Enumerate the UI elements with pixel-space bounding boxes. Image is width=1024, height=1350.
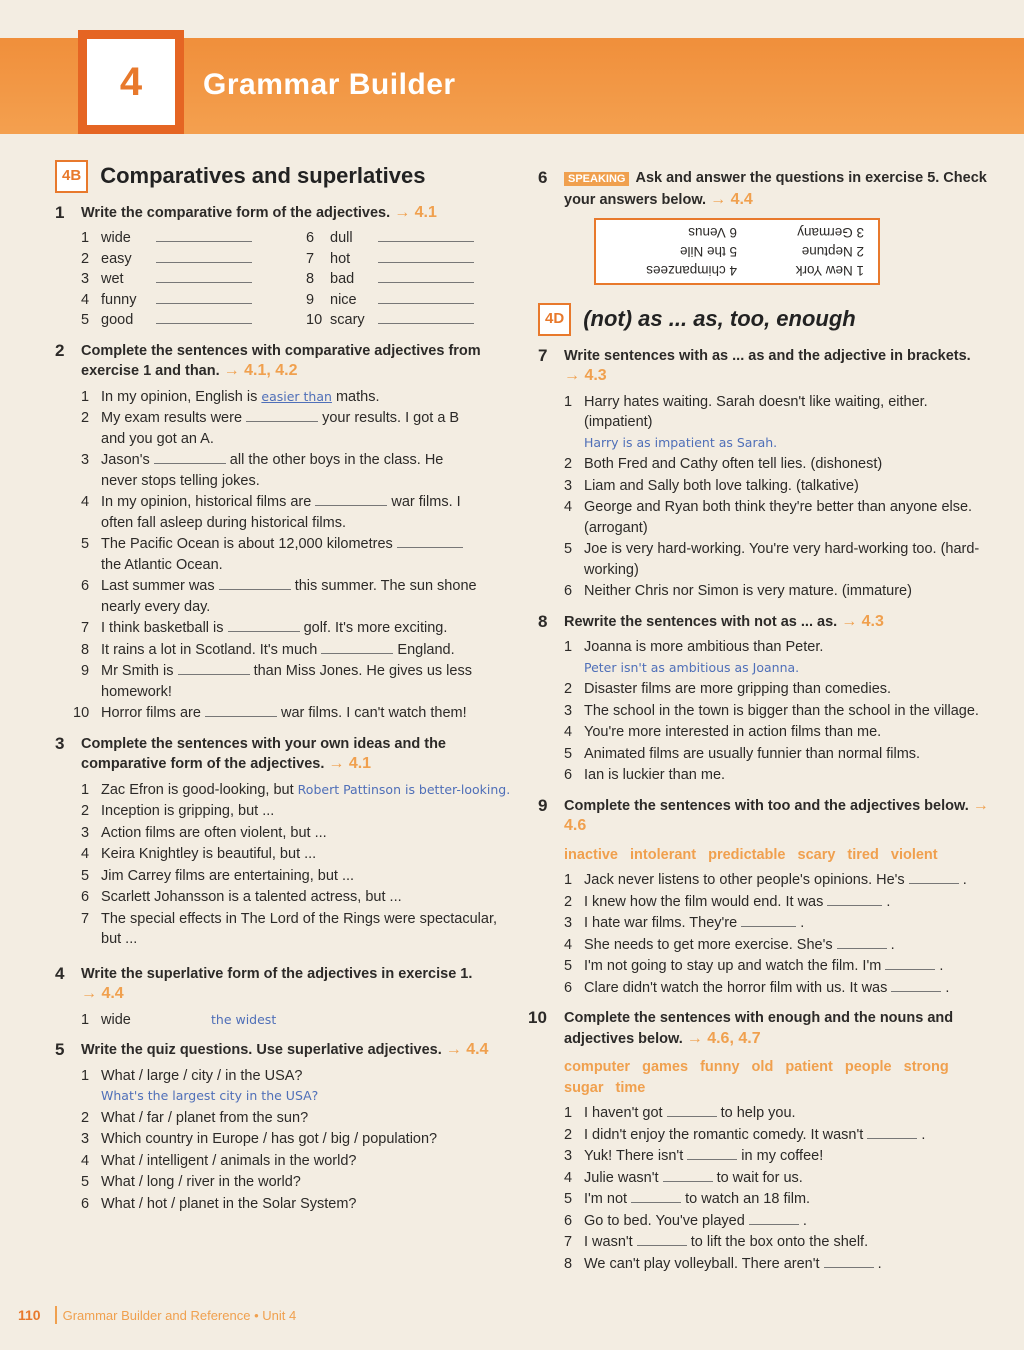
list-item: 1 I haven't got to help you.: [564, 1105, 796, 1121]
answer-blank[interactable]: [321, 640, 393, 654]
section-tag: 4D: [538, 303, 571, 336]
answer-blank[interactable]: [219, 576, 291, 590]
list-item: 5 Jim Carrey films are entertaining, but ...: [81, 867, 355, 884]
list-item: 9 nice: [306, 290, 531, 311]
example-answer: What's the largest city in the USA?: [101, 1088, 319, 1103]
list-item: 6 Ian is luckier than me.: [564, 767, 726, 783]
reference-link[interactable]: → 4.3: [564, 367, 607, 384]
list-item: 3 Action films are often violent, but ...: [81, 824, 327, 841]
section-4d-header: [538, 303, 993, 336]
list-item: 3 I hate war films. They're .: [564, 915, 805, 931]
list-item: 3 The school in the town is bigger than the school in the village.: [564, 702, 979, 719]
exercise-number: 2: [55, 340, 65, 360]
list-item: 4 What / intelligent / animals in the world?: [81, 1152, 357, 1169]
answer-blank[interactable]: [178, 661, 250, 675]
list-item: 1 What / large / city / in the USA? What's the largest city in the USA?: [81, 1067, 319, 1103]
list-item: 5 Joe is very hard-working. You're very hard-working too. (hard-working): [564, 541, 980, 578]
reference-link[interactable]: → 4.1: [328, 755, 372, 772]
answer-blank[interactable]: [891, 978, 941, 992]
list-item: 1 wide the widest: [81, 1010, 515, 1031]
list-item: 6 Go to bed. You've played .: [564, 1212, 807, 1229]
exercise-number: 8: [538, 611, 548, 631]
answer-blank[interactable]: [397, 534, 463, 548]
answer-blank[interactable]: [687, 1146, 737, 1160]
list-item: 7 hot: [306, 249, 531, 270]
list-item: 7 I wasn't to lift the box onto the shelf.: [564, 1234, 869, 1250]
exercise-instruction: Write the superlative form of the adjectives in exercise 1.: [81, 965, 473, 982]
list-item: 10 Horror films are war films. I can't watch them!: [73, 705, 467, 721]
exercise-instruction: Complete the sentences with enough and the nouns and adjectives below.: [564, 1010, 954, 1047]
list-item: 1 Jack never listens to other people's opinions. He's .: [564, 872, 967, 888]
list-item: 7 The special effects in The Lord of the Rings were spectacular, but ...: [81, 910, 498, 947]
answer-blank[interactable]: [631, 1189, 681, 1203]
reference-link[interactable]: → 4.6: [564, 796, 989, 834]
list-item: 6 Last summer was this summer. The sun shone nearly every day.: [81, 578, 477, 615]
answer-blank[interactable]: [315, 492, 387, 506]
list-item: 8 bad: [306, 269, 531, 290]
list-item: 4 funny: [81, 290, 306, 311]
list-item: 5 The Pacific Ocean is about 12,000 kilometres the Atlantic Ocean.: [81, 534, 515, 575]
list-item: 7 I think basketball is golf. It's more exciting.: [81, 620, 448, 636]
list-item: 1 Harry hates waiting. Sarah doesn't like waiting, either. (impatient) Harry is as impatient as Sarah.: [564, 393, 928, 450]
example-answer: the widest: [211, 1011, 277, 1027]
page-footer: [0, 1302, 360, 1328]
answer-blank[interactable]: [837, 935, 887, 949]
list-item: 2 Both Fred and Cathy often tell lies. (dishonest): [564, 456, 883, 472]
exercise-number: 7: [538, 345, 548, 365]
exercise-number: 9: [538, 795, 548, 815]
page-title: Grammar Builder: [203, 68, 456, 101]
answer-blank[interactable]: [749, 1211, 799, 1225]
footer-text: Grammar Builder and Reference • Unit 4: [62, 1307, 297, 1323]
list-item: 4 She needs to get more exercise. She's .: [564, 936, 895, 953]
list-item: 2 Inception is gripping, but ...: [81, 803, 275, 819]
list-item: 1 wide: [81, 228, 306, 249]
exercise-instruction: Write the comparative form of the adjectives.: [81, 204, 391, 221]
reference-link[interactable]: → 4.6, 4.7: [686, 1029, 761, 1047]
list-item: 3 wet: [81, 269, 306, 290]
answer-blank[interactable]: [663, 1168, 713, 1182]
exercise-instruction: Complete the sentences with your own ideas and the comparative form of the adjectives.: [81, 735, 446, 772]
exercise-instruction: Write sentences with as ... as and the adjective in brackets.: [564, 347, 971, 364]
list-item: 3 Jason's all the other boys in the class. He never stops telling jokes.: [81, 452, 444, 489]
answer-blank[interactable]: [156, 290, 252, 304]
list-item: 3 Liam and Sally both love talking. (talkative): [564, 477, 859, 494]
right-column: [528, 168, 993, 1274]
exercise-10: [528, 1008, 993, 1274]
answer-blank[interactable]: [909, 870, 959, 884]
list-item: 5 good: [81, 310, 306, 331]
exercise-8: [538, 612, 993, 786]
exercise-number: 5: [55, 1040, 65, 1059]
left-column: [55, 160, 515, 1214]
reference-link[interactable]: → 4.4: [710, 190, 753, 208]
answer-blank[interactable]: [667, 1103, 717, 1117]
footer-divider: [55, 1306, 57, 1324]
answer-blank[interactable]: [378, 228, 474, 242]
answer-blank[interactable]: [741, 913, 796, 927]
reference-link[interactable]: → 4.4: [445, 1041, 489, 1058]
example-answer: easier than: [261, 388, 332, 404]
exercise-4: [55, 964, 515, 1031]
example-answer: Harry is as impatient as Sarah.: [584, 434, 778, 450]
list-item: 4 George and Ryan both think they're better than anyone else. (arrogant): [564, 499, 973, 536]
answer-blank[interactable]: [827, 892, 882, 906]
list-item: 6 dull: [306, 228, 531, 249]
list-item: 6 Scarlett Johansson is a talented actress, but ...: [81, 889, 402, 905]
list-item: 2 I knew how the film would end. It was .: [564, 893, 891, 910]
answer-blank[interactable]: [885, 956, 935, 970]
answer-blank[interactable]: [246, 408, 318, 422]
upside-down-answer-box: 1 New York 4 chimpanzees 2 Neptune 5 the Nile 3 Germany 6 Venus: [594, 218, 880, 285]
exercise-1: [55, 203, 515, 331]
list-item: 5 I'm not going to stay up and watch the film. I'm .: [564, 958, 944, 974]
list-item: 4 Keira Knightley is beautiful, but ...: [81, 846, 317, 862]
list-item: 5 I'm not to watch an 18 film.: [564, 1191, 811, 1207]
list-item: 1 In my opinion, English is easier than maths.: [81, 388, 380, 405]
answer-blank[interactable]: [156, 310, 252, 324]
exercise-instruction: Complete the sentences with too and the adjectives below.: [564, 797, 969, 814]
list-item: 9 Mr Smith is than Miss Jones. He gives us less homework!: [81, 663, 472, 700]
list-item: 10 scary: [306, 310, 531, 331]
reference-link[interactable]: → 4.3: [841, 612, 884, 630]
page-number: 110: [18, 1307, 41, 1323]
answer-blank[interactable]: [154, 450, 226, 464]
answer-blank[interactable]: [156, 228, 252, 242]
list-item: 4 You're more interested in action films than me.: [564, 724, 882, 740]
list-item: 4 Julie wasn't to wait for us.: [564, 1169, 803, 1186]
list-item: 3 Yuk! There isn't in my coffee!: [564, 1148, 824, 1164]
list-item: 2 My exam results were your results. I got a B and you got an A.: [81, 410, 460, 447]
example-answer: Robert Pattinson is better-looking.: [297, 781, 511, 797]
answer-blank[interactable]: [867, 1125, 917, 1139]
answer-blank[interactable]: [378, 269, 474, 283]
answer-blank[interactable]: [228, 618, 300, 632]
exercise-2: [55, 341, 515, 724]
exercise-5: [55, 1040, 515, 1214]
list-item: 1 Zac Efron is good-looking, but Robert Pattinson is better-looking.: [81, 781, 511, 798]
reference-link[interactable]: → 4.4: [81, 985, 124, 1002]
exercise-instruction: Write the quiz questions. Use superlative adjectives.: [81, 1042, 442, 1058]
list-item: 2 I didn't enjoy the romantic comedy. It wasn't .: [564, 1126, 926, 1143]
answer-blank[interactable]: [637, 1232, 687, 1246]
exercise-number: 3: [55, 733, 65, 753]
word-bank: inactive intolerant predictable scary tired violent: [564, 846, 938, 863]
answer-blank[interactable]: [205, 703, 277, 717]
reference-link[interactable]: → 4.1, 4.2: [223, 362, 298, 379]
list-item: 2 easy: [81, 249, 306, 270]
answer-blank[interactable]: [156, 269, 252, 283]
list-item: 6 Clare didn't watch the horror film with us. It was .: [564, 979, 950, 996]
exercise-7: [538, 346, 993, 602]
list-item: 2 What / far / planet from the sun?: [81, 1109, 309, 1126]
example-answer: Peter isn't as ambitious as Joanna.: [584, 659, 800, 675]
unit-number-box: [78, 30, 184, 134]
answer-blank[interactable]: [378, 290, 474, 304]
exercise-number: 10: [528, 1008, 547, 1027]
answer-blank[interactable]: [378, 249, 474, 263]
unit-number: 4: [87, 39, 175, 125]
list-item: 2 Disaster films are more gripping than comedies.: [564, 681, 892, 697]
list-item: 8 We can't play volleyball. There aren't .: [564, 1255, 882, 1272]
list-item: 3 Which country in Europe / has got / big / population?: [81, 1131, 438, 1147]
list-item: 6 What / hot / planet in the Solar System?: [81, 1195, 357, 1212]
list-item: 5 Animated films are usually funnier than normal films.: [564, 745, 921, 762]
answer-blank[interactable]: [824, 1254, 874, 1268]
exercise-instruction: Ask and answer the questions in exercise 5. Check your answers below.: [564, 170, 987, 208]
exercise-instruction: Complete the sentences with comparative adjectives from exercise 1 and than.: [81, 342, 481, 379]
section-title: Comparatives and superlatives: [100, 163, 426, 188]
exercise-instruction: Rewrite the sentences with not as ... as.: [564, 613, 838, 630]
section-title: (not) as ... as, too, enough: [583, 306, 856, 331]
list-item: 4 In my opinion, historical films are war films. I often fall asleep during historical films.: [81, 494, 461, 531]
answer-blank[interactable]: [378, 310, 474, 324]
list-item: 5 What / long / river in the world?: [81, 1174, 301, 1190]
answer-blank[interactable]: [156, 249, 252, 263]
exercise-number: 4: [55, 963, 65, 983]
speaking-badge: SPEAKING: [564, 172, 629, 186]
exercise-number: 6: [538, 168, 548, 187]
section-4b-header: [55, 160, 515, 193]
list-item: 8 It rains a lot in Scotland. It's much England.: [81, 641, 455, 658]
list-item: 1 Joanna is more ambitious than Peter. Peter isn't as ambitious as Joanna.: [564, 639, 824, 675]
exercise-6: [538, 168, 993, 285]
reference-link[interactable]: → 4.1: [394, 203, 437, 221]
exercise-number: 1: [55, 202, 65, 222]
exercise-3: [55, 734, 515, 950]
word-bank: computer games funny old patient people strong sugar time: [564, 1059, 949, 1096]
exercise-9: [538, 796, 993, 999]
section-tag: 4B: [55, 160, 88, 193]
list-item: 6 Neither Chris nor Simon is very mature. (immature): [564, 583, 912, 599]
